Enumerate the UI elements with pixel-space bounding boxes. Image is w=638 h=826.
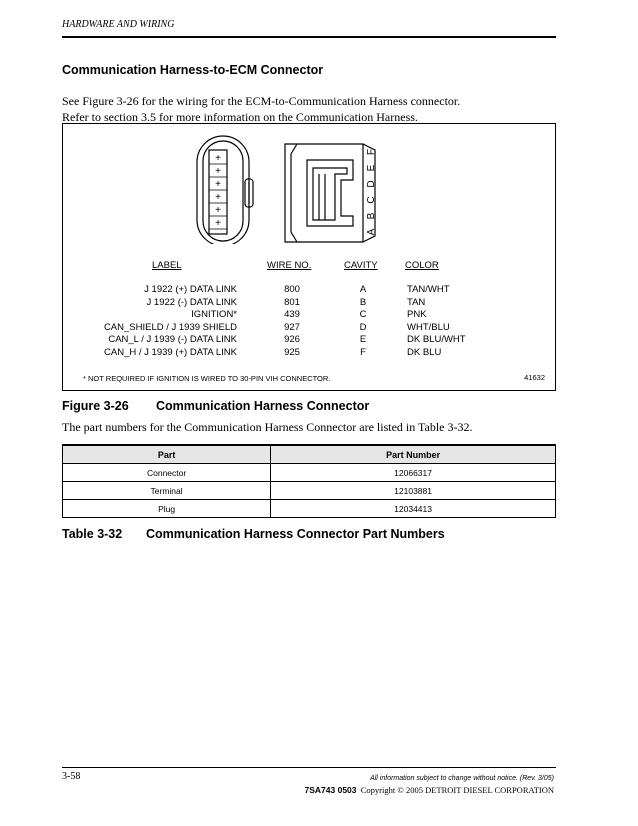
table-intro: The part numbers for the Communication Harness Connector are listed in Table 3-32. [62,420,473,434]
pin-mark: + [215,192,221,203]
part-name-cell: Plug [63,500,271,518]
cavity-header: CAVITY [344,260,378,271]
pin-mark: + [215,166,221,177]
footer-rule [62,767,556,768]
wire-cavity: F [360,347,366,358]
cavity-letter: E [366,164,377,172]
page-number: 3-58 [62,771,81,782]
wire-label: J 1922 (+) DATA LINK [144,284,237,295]
figure-footnote: * NOT REQUIRED IF IGNITION IS WIRED TO 30-PIN VIH CONNECTOR. [83,374,331,383]
connector-drawing [63,124,555,244]
figure-id: 41632 [524,373,545,382]
disclaimer: All information subject to change without notice. (Rev. 3/05) [370,775,554,782]
table-caption [62,527,445,541]
header-rule [62,36,556,38]
part-number-cell: 12034413 [271,500,556,518]
label-header: LABEL [152,260,182,271]
pin-mark: + [215,205,221,216]
wire-header: WIRE NO. [267,260,312,271]
pin-mark: + [215,218,221,229]
column-header-part: Part [63,445,271,464]
wire-number: 801 [284,296,300,308]
wire-cavity: B [359,296,367,308]
table-header-row [63,445,556,464]
wire-number: 800 [284,284,300,295]
cavity-letter: F [366,148,377,156]
figure-number: Figure 3-26 [62,399,129,413]
copyright: Copyright © 2005 DETROIT DIESEL CORPORATION [360,785,554,795]
wire-number: 439 [284,309,300,321]
wire-label: CAN_H / J 1939 (+) DATA LINK [104,347,237,358]
cavity-letter: A [366,228,377,236]
running-header: HARDWARE AND WIRING [62,19,175,30]
table-row [63,482,556,500]
wire-number: 926 [284,334,300,346]
part-number-cell: 12066317 [271,464,556,482]
column-header-part-number: Part Number [271,445,556,464]
wire-number: 927 [284,321,300,333]
wire-cavity: C [359,309,367,321]
intro-paragraph [62,93,556,125]
part-name-cell: Terminal [63,482,271,500]
wire-label: IGNITION* [191,309,237,321]
parts-table [62,444,556,518]
table-row [63,500,556,518]
cavity-letter: C [366,196,377,204]
wire-color: TAN/WHT [407,284,450,295]
wire-cavity: A [359,284,367,295]
intro-line: See Figure 3-26 for the wiring for the ECM-to-Communication Harness connector. [62,94,461,108]
wire-color: WHT/BLU [407,321,450,333]
wire-color: TAN [407,296,426,308]
table-number: Table 3-32 [62,527,123,541]
cavity-letter: D [366,180,377,188]
wire-label: J 1922 (-) DATA LINK [146,296,237,308]
table-title: Communication Harness Connector Part Numbers [146,527,445,541]
connector-side-view [285,144,375,242]
part-number-cell: 12103881 [271,482,556,500]
intro-line: Refer to section 3.5 for more information on the Communication Harness. [62,110,418,124]
wire-color: DK BLU/WHT [407,334,466,346]
wire-label: CAN_L / J 1939 (-) DATA LINK [108,334,237,346]
wire-cavity: D [359,321,367,333]
wire-color: PNK [407,309,427,321]
cavity-letter: B [366,212,377,220]
table-row [63,464,556,482]
doc-code: 7SA743 0503 [304,785,357,795]
figure-title: Communication Harness Connector [156,399,370,413]
color-header: COLOR [405,260,439,271]
publication-info [305,785,554,795]
pin-mark: + [215,153,221,164]
pin-mark: + [215,179,221,190]
figure-box [62,123,556,391]
figure-caption [62,399,369,413]
part-name-cell: Connector [63,464,271,482]
wire-number: 925 [284,347,300,358]
section-title: Communication Harness-to-ECM Connector [62,63,324,77]
wire-color: DK BLU [407,347,442,358]
pin-marks [209,153,227,229]
wire-label: CAN_SHIELD / J 1939 SHIELD [103,321,237,333]
wire-cavity: E [359,334,367,346]
